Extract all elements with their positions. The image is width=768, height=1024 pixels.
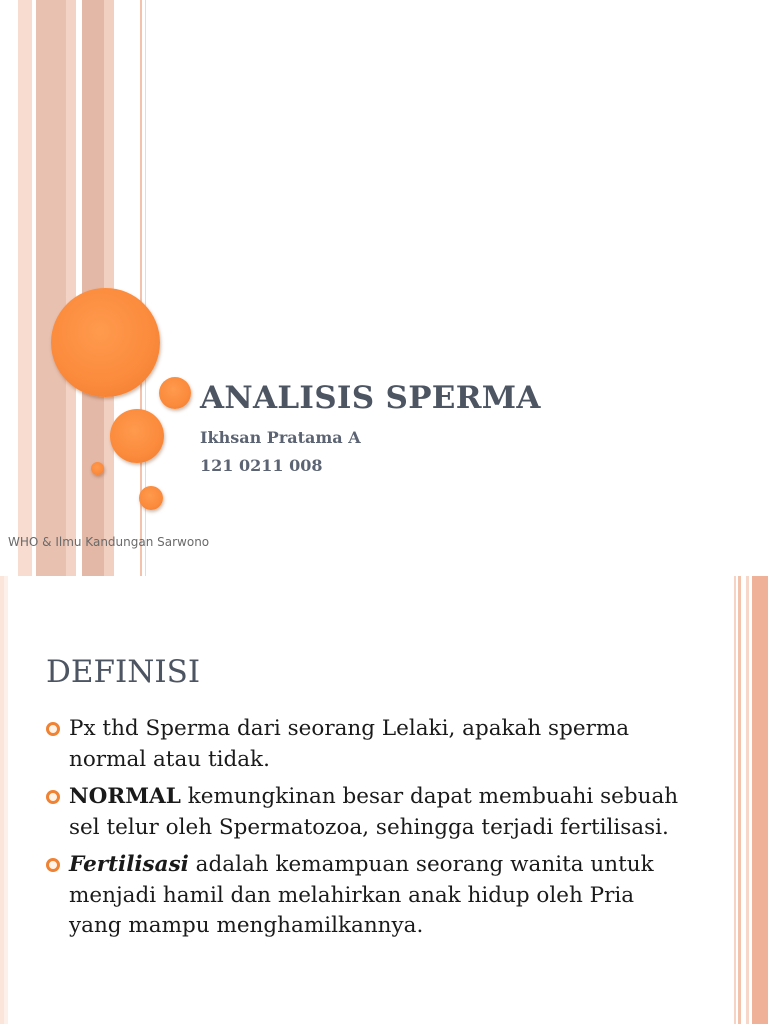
slide-title: DEFINISI xyxy=(46,654,201,690)
bullet-list xyxy=(46,714,686,949)
bullet-item xyxy=(46,782,686,843)
decor-circle-tiny xyxy=(91,462,104,475)
bullet-text: adalah kemampuan seorang wanita untuk menjadi hamil dan melahirkan anak hidup oleh Pria yang mampu menghamilkannya. xyxy=(69,852,654,938)
bullet-lead-term: NORMAL xyxy=(69,784,181,809)
source-note: WHO & Ilmu Kandungan Sarwono xyxy=(8,535,210,549)
bullet-item xyxy=(46,850,686,942)
bullet-text: Px thd Sperma dari seorang Lelaki, apakah sperma normal atau tidak. xyxy=(69,716,630,772)
bullet-item xyxy=(46,714,686,775)
decor-stripe xyxy=(752,576,768,1024)
author-name: Ikhsan Pratama A xyxy=(200,428,361,447)
slide-title: ANALISIS SPERMA xyxy=(200,380,541,416)
definition-slide xyxy=(0,576,768,1024)
orange-ring-bullet-icon xyxy=(46,722,60,736)
student-id: 121 0211 008 xyxy=(200,456,323,475)
decor-stripe xyxy=(66,0,76,576)
orange-ring-bullet-icon xyxy=(46,790,60,804)
bullet-lead-term: Fertilisasi xyxy=(69,852,189,877)
decor-stripe xyxy=(746,576,749,1024)
decor-stripe xyxy=(4,576,8,1024)
orange-ring-bullet-icon xyxy=(46,858,60,872)
decor-circle-small xyxy=(159,377,191,409)
decor-stripe xyxy=(734,576,736,1024)
decor-stripe xyxy=(36,0,66,576)
decor-stripe xyxy=(18,0,32,576)
decor-stripe xyxy=(738,576,741,1024)
decor-circle-medium xyxy=(110,409,164,463)
decor-circle-large xyxy=(51,288,160,397)
decor-circle-small xyxy=(139,486,163,510)
bullet-text: kemungkinan besar dapat membuahi sebuah sel telur oleh Spermatozoa, sehingga terjadi fertilisasi. xyxy=(69,784,679,840)
